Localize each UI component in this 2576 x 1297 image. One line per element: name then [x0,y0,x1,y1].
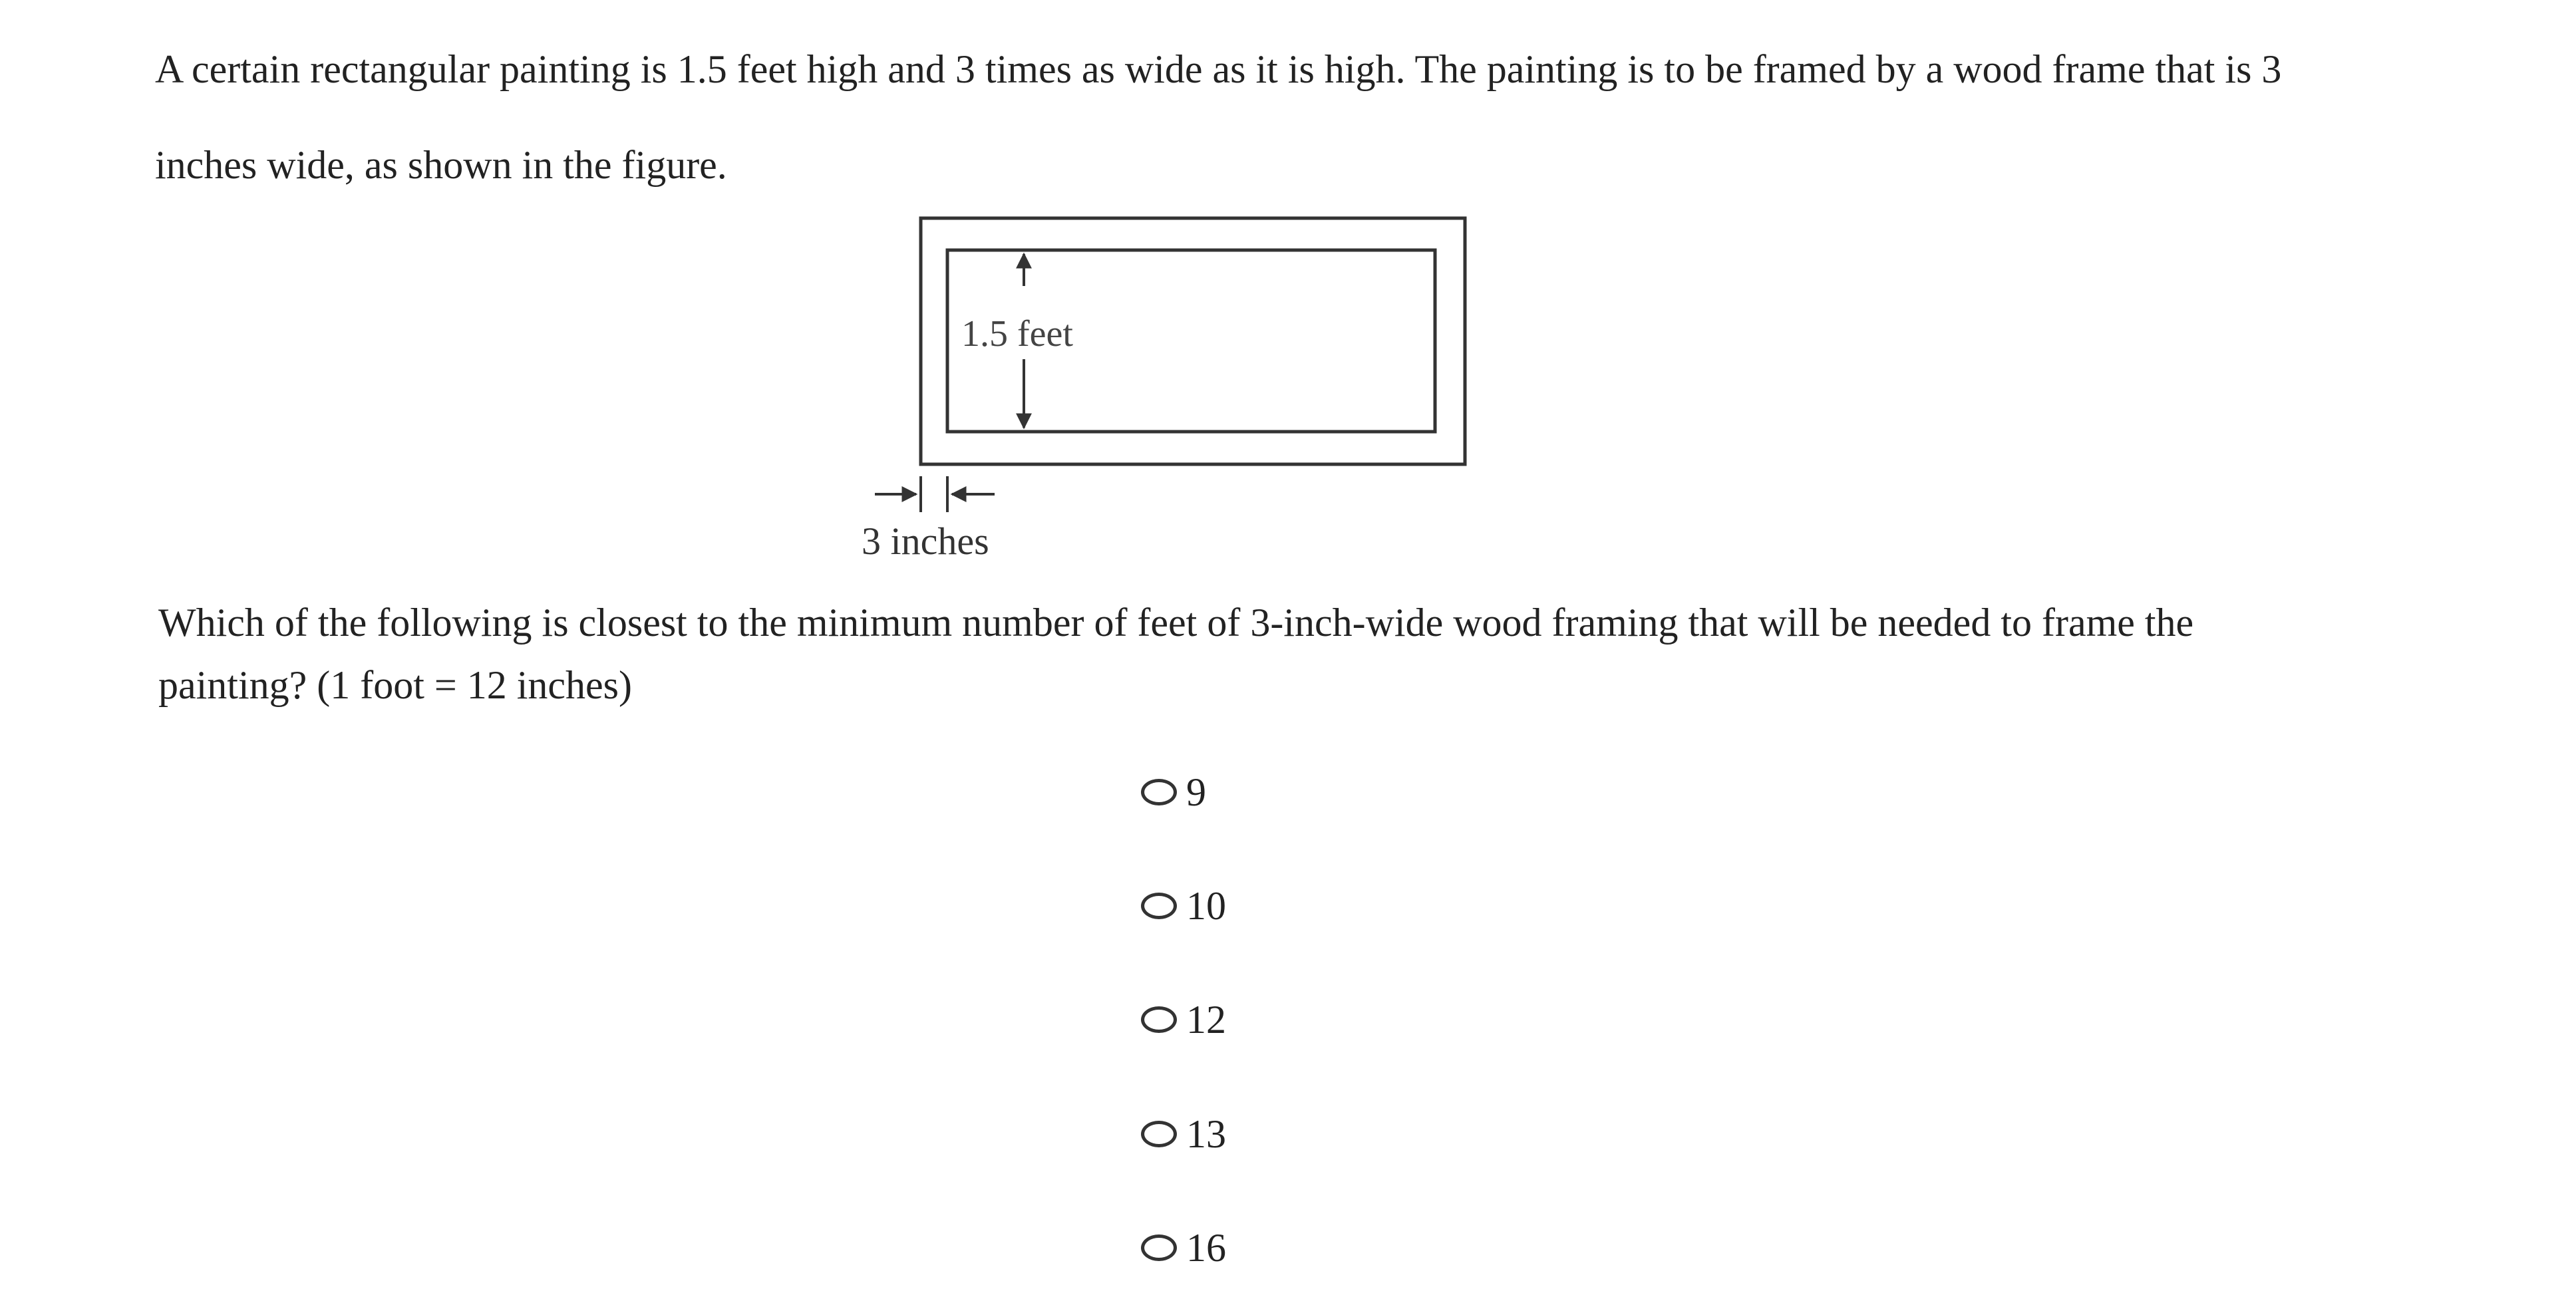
answer-choice-label: 10 [1186,884,1226,928]
answer-choice-12[interactable] [1141,996,1226,1043]
radio-button[interactable] [1141,779,1177,805]
answer-choice-label: 12 [1186,998,1226,1042]
question-text-line-2: inches wide, as shown in the figure. [155,143,727,187]
answer-choice-10[interactable] [1141,883,1226,929]
answer-choice-16[interactable] [1141,1225,1226,1271]
radio-button[interactable] [1141,893,1177,919]
question-text-line-1: A certain rectangular painting is 1.5 feet high and 3 times as wide as it is high. The painting is to be framed by a wood frame that is 3 [155,47,2282,91]
radio-button[interactable] [1141,1234,1177,1261]
answer-choice-label: 9 [1186,770,1206,814]
answer-choice-9[interactable] [1141,769,1206,815]
question-prompt-line-1: Which of the following is closest to the minimum number of feet of 3-inch-wide wood framing that will be needed to frame the [158,601,2194,645]
answer-choice-13[interactable] [1141,1111,1226,1157]
frame-width-label: 3 inches [862,519,989,563]
framed-painting-figure [855,212,1487,574]
question-prompt-line-2: painting? (1 foot = 12 inches) [158,663,633,707]
radio-button[interactable] [1141,1121,1177,1147]
height-label: 1.5 feet [961,313,1073,355]
radio-button[interactable] [1141,1006,1177,1033]
answer-choice-label: 13 [1186,1112,1226,1156]
answer-choice-label: 16 [1186,1226,1226,1270]
